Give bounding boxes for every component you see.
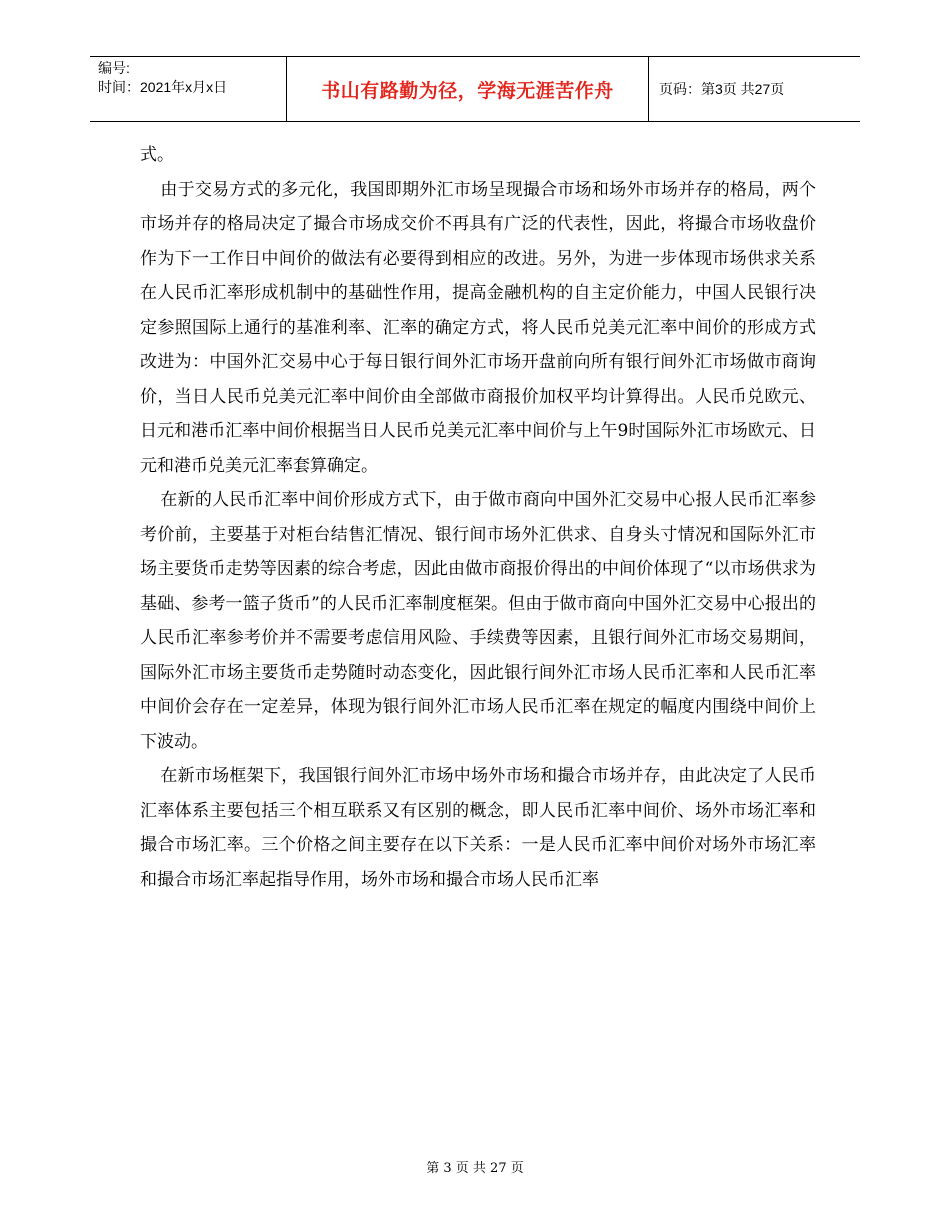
document-body — [140, 138, 816, 897]
paragraph: 由于交易方式的多元化，我国即期外汇市场呈现撮合市场和场外市场并存的格局，两个市场并存的格局决定了撮合市场成交价不再具有广泛的代表性，因此，将撮合市场收盘价作为下一工作日中间价的做法有必要得到相应的改进。另外，为进一步体现市场供求关系在人民币汇率形成机制中的基础性作用，提高金融机构的自主定价能力，中国人民银行决定参照国际上通行的基准利率、汇率的确定方式，将人民币兑美元汇率中间价的形成方式改进为：中国外汇交易中心于每日银行间外汇市场开盘前向所有银行间外汇市场做市商询价，当日人民币兑美元汇率中间价由全部做市商报价加权平均计算得出。人民币兑欧元、日元和港币汇率中间价根据当日人民币兑美元汇率中间价与上午9时国际外汇市场欧元、日元和港币兑美元汇率套算确定。 — [140, 179, 816, 476]
header-page-number: 页码：第3页 共27页 — [659, 81, 785, 97]
header-meta — [90, 57, 287, 121]
serial-label: 编号: — [98, 60, 130, 76]
paragraph: 式。 — [140, 145, 174, 165]
header-motto: 书山有路勤为径，学海无涯苦作舟 — [287, 57, 649, 121]
time-label: 时间：2021年x月x日 — [98, 79, 228, 95]
paragraph: 在新的人民币汇率中间价形成方式下，由于做市商向中国外汇交易中心报人民币汇率参考价前，主要基于对柜台结售汇情况、银行间市场外汇供求、自身头寸情况和国际外汇市场主要货币走势等因素的综合考虑，因此由做市商报价得出的中间价体现了“以市场供求为基础、参考一篮子货币”的人民币汇率制度框架。但由于做市商向中国外汇交易中心报出的人民币汇率参考价并不需要考虑信用风险、手续费等因素，且银行间外汇市场交易期间，国际外汇市场主要货币走势随时动态变化，因此银行间外汇市场人民币汇率和人民币汇率中间价会存在一定差异，体现为银行间外汇市场人民币汇率在规定的幅度内围绕中间价上下波动。 — [140, 490, 816, 752]
paragraph: 在新市场框架下，我国银行间外汇市场中场外市场和撮合市场并存，由此决定了人民币汇率体系主要包括三个相互联系又有区别的概念，即人民币汇率中间价、场外市场汇率和撮合市场汇率。三个价格之间主要存在以下关系：一是人民币汇率中间价对场外市场汇率和撮合市场汇率起指导作用，场外市场和撮合市场人民币汇率 — [140, 766, 816, 890]
page-header — [90, 56, 860, 122]
page-footer: 第 3 页 共 27 页 — [426, 1161, 524, 1176]
